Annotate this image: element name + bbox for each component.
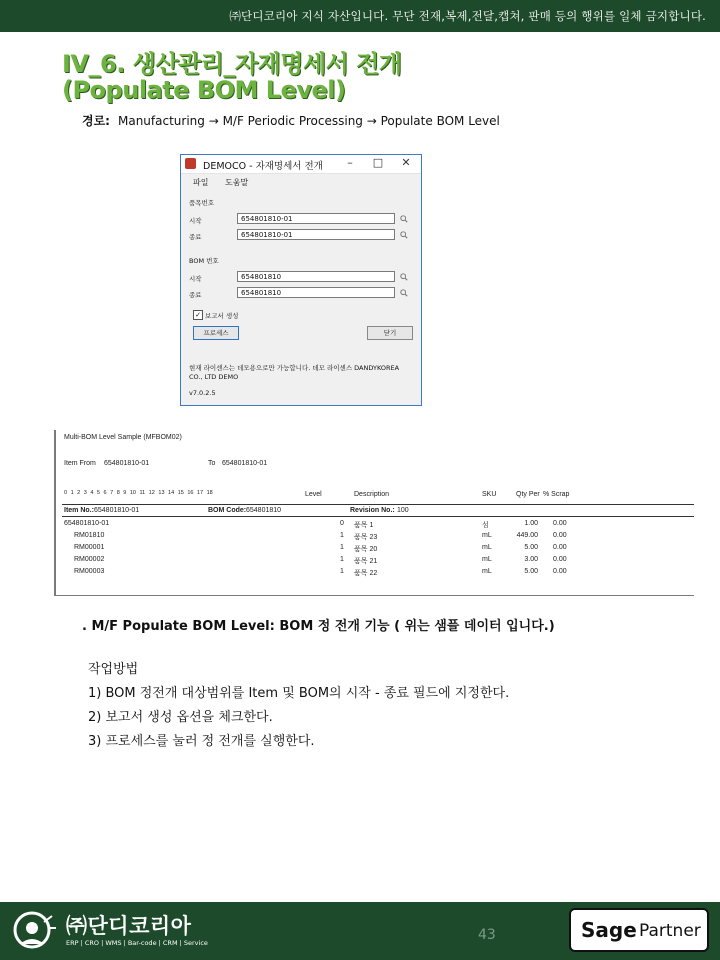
- row-desc: 품목 22: [354, 570, 378, 577]
- report-title: Multi-BOM Level Sample (MFBOM02): [64, 434, 182, 441]
- level-scale: 0 1 2 3 4 5 6 7 8 9 10 11 12 13 14 15 16 17 18: [64, 490, 213, 496]
- revision-value: 100: [397, 507, 409, 514]
- steps-heading: 작업방법: [88, 662, 139, 677]
- row-sku: mL: [482, 568, 492, 575]
- item-no-label: Item No.:: [64, 507, 94, 514]
- row-scrap: 0.00: [553, 556, 567, 563]
- row-desc: 품목 23: [354, 534, 378, 541]
- generate-report-checkbox[interactable]: ✓: [193, 310, 203, 320]
- row-sku: mL: [482, 532, 492, 539]
- row-qty: 5.00: [524, 544, 538, 551]
- row-scrap: 0.00: [553, 568, 567, 575]
- dialog-title: DEMOCO - 자재명세서 전개: [203, 161, 323, 172]
- row-item: 654801810-01: [64, 520, 110, 527]
- row-item: RM00003: [74, 568, 105, 575]
- row-level: 1: [340, 556, 344, 563]
- sage-brand: Sage: [581, 918, 637, 942]
- revision-label: Revision No.:: [350, 507, 395, 514]
- maximize-icon[interactable]: □: [372, 156, 384, 169]
- row-scrap: 0.00: [553, 532, 567, 539]
- top-notice-bar: [0, 0, 720, 32]
- sage-partner-badge: [569, 908, 709, 952]
- footer-bar: [0, 902, 720, 960]
- item-section-label: 품목번호: [189, 199, 215, 207]
- row-scrap: 0.00: [553, 520, 567, 527]
- company-name: ㈜단디코리아: [66, 914, 192, 938]
- company-tagline: ERP | CRO | WMS | Bar-code | CRM | Service: [66, 939, 208, 947]
- row-sku: 섬: [482, 522, 489, 529]
- bom-report-sample: [54, 430, 694, 596]
- col-scrap: % Scrap: [543, 491, 570, 498]
- row-qty: 449.00: [516, 532, 538, 539]
- page-number: 43: [478, 927, 496, 943]
- col-sku: SKU: [482, 491, 497, 498]
- col-description: Description: [354, 491, 390, 498]
- bom-code-value: 654801810: [246, 507, 282, 514]
- row-scrap: 0.00: [553, 544, 567, 551]
- item-end-label: 종료: [189, 233, 202, 241]
- figure-caption: . M/F Populate BOM Level: BOM 정 전개 기능 ( 위는 샘플 데이터 입니다.): [82, 619, 555, 634]
- close-button[interactable]: 닫기: [367, 326, 413, 340]
- row-level: 1: [340, 568, 344, 575]
- generate-report-label: 보고서 생성: [205, 312, 239, 320]
- item-start-lookup-icon[interactable]: [400, 215, 408, 223]
- item-start-label: 시작: [189, 217, 202, 225]
- row-item: RM00001: [74, 544, 105, 551]
- report-bottom-border: [54, 595, 694, 596]
- bom-end-lookup-icon[interactable]: [400, 289, 408, 297]
- minimize-icon[interactable]: –: [347, 156, 353, 169]
- step-item: 3) 프로세스를 눌러 정 전개를 실행한다.: [88, 734, 315, 749]
- step-item: 1) BOM 정전개 대상범위를 Item 및 BOM의 시작 - 종료 필드에 지정한다.: [88, 686, 510, 701]
- bom-end-label: 종료: [189, 291, 202, 299]
- copyright-notice: ㈜단디코리아 지식 자산입니다. 무단 전재,복제,전달,캡쳐, 판매 등의 행위를 일체 금지합니다.: [229, 9, 706, 23]
- row-qty: 1.00: [524, 520, 538, 527]
- row-level: 0: [340, 520, 344, 527]
- populate-bom-dialog: [180, 154, 422, 406]
- item-to-label: To: [208, 460, 216, 467]
- bom-start-input[interactable]: 654801810: [237, 271, 395, 282]
- process-button[interactable]: 프로세스: [193, 326, 239, 340]
- item-end-lookup-icon[interactable]: [400, 231, 408, 239]
- row-desc: 품목 21: [354, 558, 378, 565]
- col-qty-per: Qty Per: [516, 491, 540, 498]
- step-item: 2) 보고서 생성 옵션을 체크한다.: [88, 710, 273, 725]
- partner-label: Partner: [639, 921, 701, 941]
- row-rule: [62, 516, 694, 517]
- row-sku: mL: [482, 544, 492, 551]
- item-to-value: 654801810-01: [222, 460, 268, 467]
- bom-section-label: BOM 번호: [189, 257, 219, 265]
- dialog-body: [181, 190, 421, 405]
- row-level: 1: [340, 544, 344, 551]
- item-from-label: Item From: [64, 460, 96, 467]
- menu-path: [82, 112, 500, 129]
- item-from-value: 654801810-01: [104, 460, 150, 467]
- company-logo-icon: [8, 908, 58, 952]
- bom-end-input[interactable]: 654801810: [237, 287, 395, 298]
- version-label: v7.0.2.5: [189, 389, 216, 397]
- work-steps: [88, 658, 509, 754]
- row-qty: 3.00: [524, 556, 538, 563]
- dialog-titlebar: [181, 155, 421, 174]
- row-level: 1: [340, 532, 344, 539]
- license-note: 현재 라이센스는 데모용으로만 가능합니다. 데모 라이센스 DANDYKOREA CO., LTD DEMO: [189, 364, 400, 381]
- report-left-border: [54, 430, 56, 596]
- row-desc: 품목 1: [354, 522, 374, 529]
- path-value: Manufacturing → M/F Periodic Processing → Populate BOM Level: [117, 114, 500, 128]
- bom-code-label: BOM Code:: [208, 507, 247, 514]
- page-title: IV_6. 생산관리_자재명세서 전개: [62, 50, 402, 78]
- item-start-input[interactable]: 654801810-01: [237, 213, 395, 224]
- close-icon[interactable]: ✕: [401, 156, 411, 169]
- row-desc: 품목 20: [354, 546, 378, 553]
- col-level: Level: [305, 491, 322, 498]
- row-item: RM00002: [74, 556, 105, 563]
- item-end-input[interactable]: 654801810-01: [237, 229, 395, 240]
- menu-help[interactable]: 도움말: [225, 178, 249, 187]
- bom-start-lookup-icon[interactable]: [400, 273, 408, 281]
- path-label: 경로:: [82, 114, 110, 128]
- row-qty: 5.00: [524, 568, 538, 575]
- page-subtitle: (Populate BOM Level): [62, 76, 346, 104]
- header-rule: [62, 504, 694, 505]
- bom-start-label: 시작: [189, 275, 202, 283]
- menu-file[interactable]: 파일: [193, 178, 209, 187]
- row-item: RM01810: [74, 532, 105, 539]
- dialog-menubar: [181, 174, 421, 190]
- row-sku: mL: [482, 556, 492, 563]
- app-icon: [185, 158, 196, 169]
- item-no-value: 654801810-01: [94, 507, 140, 514]
